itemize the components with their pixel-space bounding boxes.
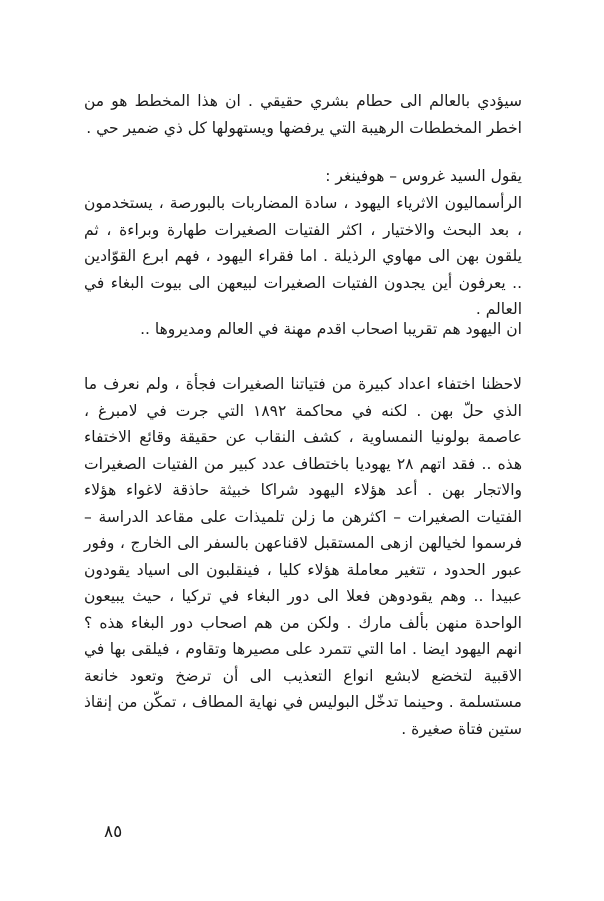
- paragraph-1: سيؤدي بالعالم الى حطام بشري حقيقي . ان هذا المخطط هو من اخطر المخططات الرهيبة التي يرفضها ويستهولها كل ذي ضمير حي .: [84, 92, 522, 137]
- paragraph-5: لاحظنا اختفاء اعداد كبيرة من فتياتنا الصغيرات فجأة ، ولم نعرف ما الذي حلّ بهن . لكنه في محاكمة ١٨٩٢ التي جرت في لامبرغ ، عاصمة بولونيا النمساوية ، كشف النقاب عن حقيقة وقائع الاختفاء هذه .. فقد اتهم ٢٨ يهوديا باختطاف عدد كبير من الفتيات الصغيرات والاتجار بهن . أعد هؤلاء اليهود شراكا خبيثة حاذقة لاغواء هؤلاء الفتيات الصغيرات – اكثرهن ما زلن تلميذات على مقاعد الدراسة – فرسموا لخيالهن ازهى المستقبل لاقناعهن بالسفر الى الخارج ، وفور عبور الحدود ، تتغير معاملة هؤلاء كليا ، فينقلبون الى اسياد يقودون عبيدا .. وهم يقودوهن فعلا الى دور البغاء في تركيا ، حيث يبيعون الواحدة منهن بألف مارك . ولكن من هم اصحاب دور البغاء هذه ؟ انهم اليهود ايضا . اما التي تتمرد على مصيرها وتقاوم ، فيلقى بها في الاقبية لتخضع لابشع انواع التعذيب الى أن ترضخ وتعود خانعة مستسلمة . وحينما تدخّل البوليس في نهاية المطاف ، تمكّن من إنقاذ ستين فتاة صغيرة .: [84, 375, 522, 738]
- paragraph-2-quote-intro: يقول السيد غروس – هوفينغر :: [325, 167, 522, 185]
- page-number: ٨٥: [104, 822, 123, 842]
- paragraph-4: ان اليهود هم تقريبا اصحاب اقدم مهنة في العالم ومديروها ..: [140, 320, 522, 338]
- paragraph-3: الرأسماليون الاثرياء اليهود ، سادة المضاربات بالبورصة ، يستخدمون ، بعد البحث والاختيار ، اكثر الفتيات الصغيرات طهارة وبراءة ، ثم يلقون بهن الى مهاوي الرذيلة . اما فقراء اليهود ، فهم ابرع القوّادين .. يعرفون أين يجدون الفتيات الصغيرات لبيعهن الى بيوت البغاء في العالم .: [84, 194, 522, 318]
